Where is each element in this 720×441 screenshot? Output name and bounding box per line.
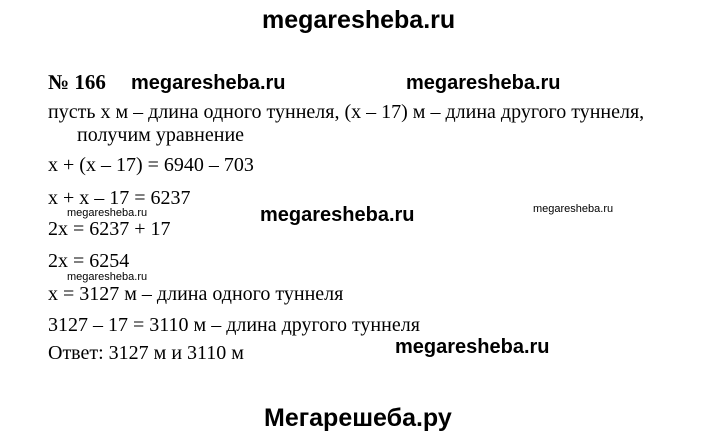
watermark-top-2: megaresheba.ru	[406, 72, 561, 94]
watermark-mid-right-small: megaresheba.ru	[533, 203, 614, 215]
equation-line-2: x + x – 17 = 6237	[48, 187, 191, 209]
watermark-mid-center: megaresheba.ru	[260, 204, 415, 226]
problem-number: № 166	[48, 70, 106, 94]
solution-line-3: 3127 – 17 = 3110 м – длина другого туннеля	[48, 314, 420, 336]
equation-line-5: x = 3127 м – длина одного туннеля	[48, 283, 344, 305]
footer-watermark: Мегарешеба.ру	[264, 404, 452, 432]
watermark-small-left-2: megaresheba.ru	[67, 271, 148, 283]
equation-line-4: 2x = 6254	[48, 250, 130, 272]
equation-line-3: 2x = 6237 + 17	[48, 218, 171, 240]
watermark-top-1: megaresheba.ru	[131, 72, 286, 94]
answer-line: Ответ: 3127 м и 3110 м	[48, 342, 244, 364]
watermark-small-left-1: megaresheba.ru	[67, 207, 148, 219]
equation-line-1: x + (x – 17) = 6940 – 703	[48, 154, 254, 176]
header-watermark: megaresheba.ru	[262, 6, 456, 34]
solution-line-2: получим уравнение	[77, 124, 245, 146]
solution-line-1: пусть x м – длина одного туннеля, (x – 17) м – длина другого туннеля,	[48, 101, 645, 123]
watermark-lower-right: megaresheba.ru	[395, 336, 550, 358]
